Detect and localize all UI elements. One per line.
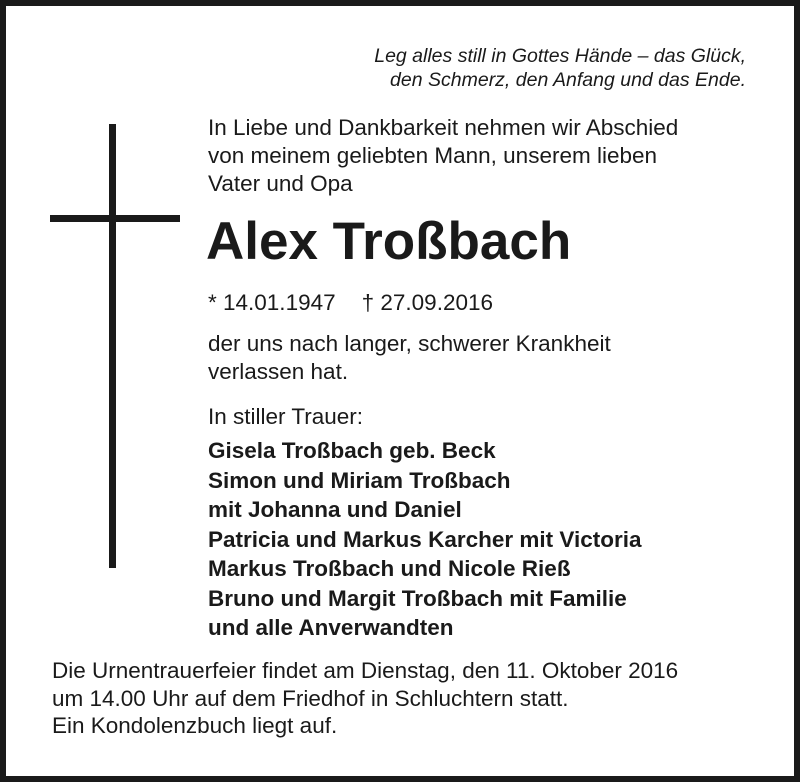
intro-text — [208, 114, 768, 198]
life-dates — [208, 289, 493, 317]
intro-line: Vater und Opa — [208, 171, 353, 196]
footer-line: Ein Kondolenzbuch liegt auf. — [52, 713, 338, 738]
intro-line: In Liebe und Dankbarkeit nehmen wir Abschied — [208, 115, 679, 140]
death-date: † 27.09.2016 — [361, 290, 493, 315]
epigraph-quote — [246, 44, 746, 92]
quote-line: den Schmerz, den Anfang und das Ende. — [390, 69, 746, 91]
ceremony-notice — [52, 657, 678, 740]
family-member: und alle Anverwandten — [208, 615, 454, 640]
intro-line: von meinem geliebten Mann, unserem lieben — [208, 143, 658, 168]
cross-vertical-bar — [109, 124, 116, 568]
cause-line: verlassen hat. — [208, 359, 349, 384]
footer-line: um 14.00 Uhr auf dem Friedhof in Schluchtern statt. — [52, 685, 569, 711]
footer-line: Die Urnentrauerfeier findet am Dienstag, den 11. Oktober 2016 — [52, 658, 679, 683]
family-list — [208, 436, 642, 643]
cause-line: der uns nach langer, schwerer Krankheit — [208, 331, 611, 356]
family-member: Bruno und Margit Troßbach mit Familie — [208, 585, 627, 611]
mourning-label: In stiller Trauer: — [208, 404, 364, 429]
birth-date: * 14.01.1947 — [208, 290, 336, 315]
family-member: Gisela Troßbach geb. Beck — [208, 438, 496, 463]
deceased-name: Alex Troßbach — [206, 212, 572, 271]
family-member: Simon und Miriam Troßbach — [208, 467, 511, 493]
quote-line: Leg alles still in Gottes Hände – das Glück, — [374, 45, 746, 67]
family-member: Markus Troßbach und Nicole Rieß — [208, 556, 571, 581]
family-member: Patricia und Markus Karcher mit Victoria — [208, 526, 642, 552]
cross-horizontal-bar — [50, 215, 180, 222]
cause-text — [208, 330, 728, 386]
family-member: mit Johanna und Daniel — [208, 497, 462, 522]
